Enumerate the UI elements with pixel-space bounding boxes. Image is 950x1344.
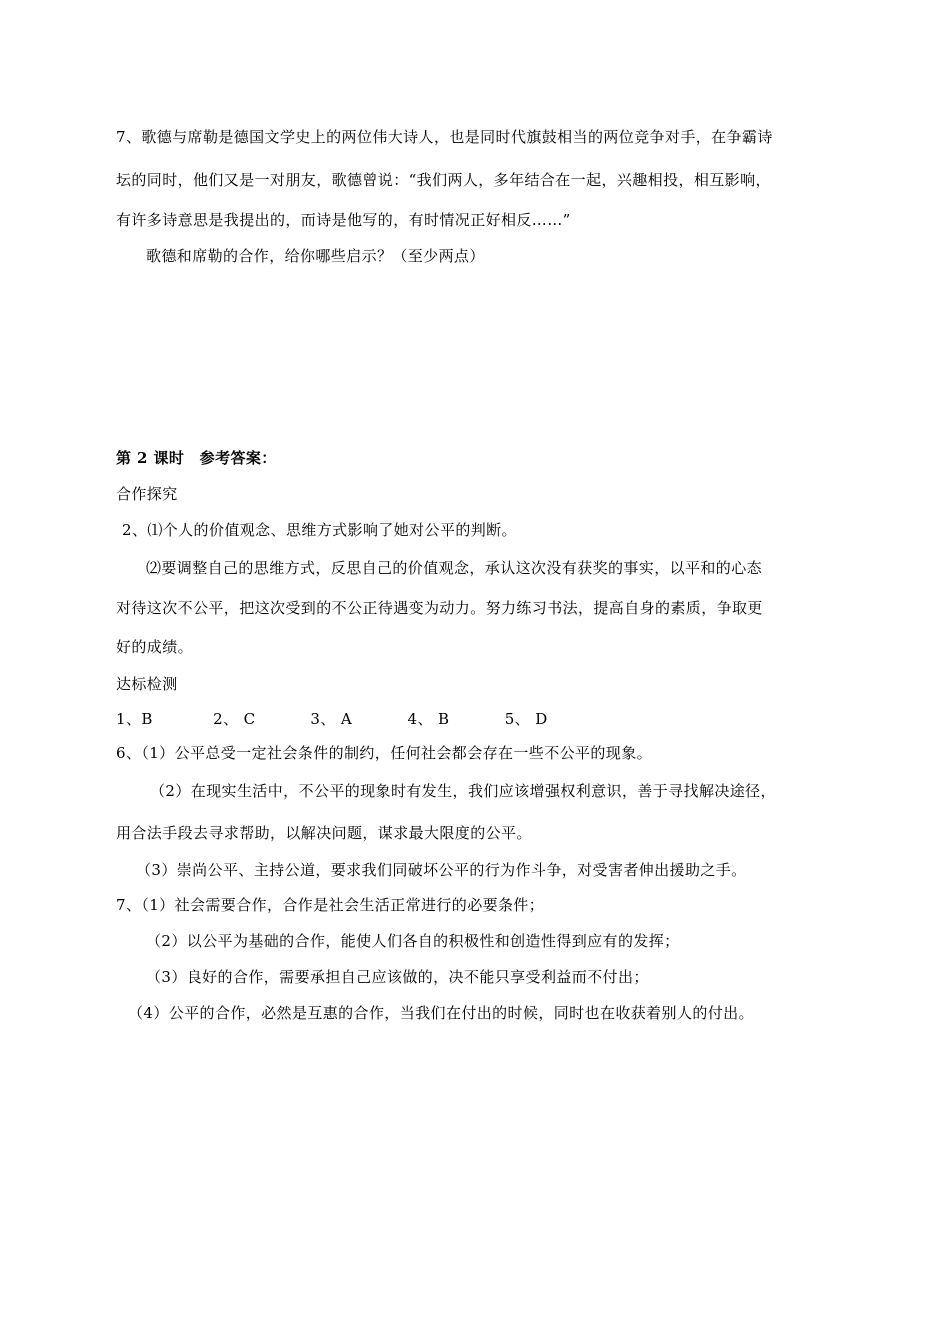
hezuo-answer-2-2-line-2: 对待这次不公平，把这次受到的不公正待遇变为动力。努力练习书法，提高自身的素质，争取更 (116, 599, 763, 617)
q7-answer-4: （4）公平的合作，必然是互惠的合作，当我们在付出的时候，同时也在收获着别人的付出。 (128, 1004, 754, 1022)
answers-heading: 第 2 课时 参考答案： (116, 449, 277, 467)
hezuo-answer-2-1: 2、⑴个人的价值观念、思维方式影响了她对公平的判断。 (122, 521, 517, 539)
q7-answer-2: （2）以公平为基础的合作，能使人们各自的积极性和创造性得到应有的发挥； (146, 932, 680, 950)
question-7-prompt: 歌德和席勒的合作，给你哪些启示？（至少两点） (146, 247, 485, 265)
dabiao-section-title: 达标检测 (116, 675, 178, 693)
hezuo-answer-2-2-line-1: ⑵要调整自己的思维方式，反思自己的价值观念，承认这次没有获奖的事实，以平和的心态 (146, 559, 763, 577)
hezuo-section-title: 合作探究 (116, 485, 178, 503)
choice-answer: 3、 A (310, 710, 353, 728)
question-7-line-3: 有许多诗意思是我提出的，而诗是他写的，有时情况正好相反……” (116, 211, 571, 229)
choice-answers-row (116, 709, 548, 729)
choice-answer: 2、 C (213, 710, 256, 728)
q6-answer-1: 6、（1）公平总受一定社会条件的制约，任何社会都会存在一些不公平的现象。 (116, 744, 652, 762)
choice-answer: 4、 B (407, 710, 450, 728)
question-7-line-1: 7、歌德与席勒是德国文学史上的两位伟大诗人，也是同时代旗鼓相当的两位竞争对手，在争霸诗 (116, 128, 773, 146)
q7-answer-1: 7、（1）社会需要合作，合作是社会生活正常进行的必要条件； (116, 896, 545, 914)
choice-answer: 5、 D (504, 710, 548, 728)
q6-answer-2-line-2: 用合法手段去寻求帮助，以解决问题，谋求最大限度的公平。 (116, 824, 532, 842)
q6-answer-3: （3）崇尚公平、主持公道，要求我们同破坏公平的行为作斗争，对受害者伸出援助之手。 (136, 861, 747, 879)
q7-answer-3: （3）良好的合作，需要承担自己应该做的，决不能只享受利益而不付出； (146, 968, 649, 986)
choice-answer: 1、B (116, 710, 153, 728)
hezuo-answer-2-2-line-3: 好的成绩。 (116, 638, 194, 656)
q6-answer-2-line-1: （2）在现实生活中，不公平的现象时有发生，我们应该增强权利意识，善于寻找解决途径， (150, 782, 776, 800)
question-7-line-2: 坛的同时，他们又是一对朋友，歌德曾说：“我们两人，多年结合在一起，兴趣相投，相互影响， (116, 171, 771, 189)
